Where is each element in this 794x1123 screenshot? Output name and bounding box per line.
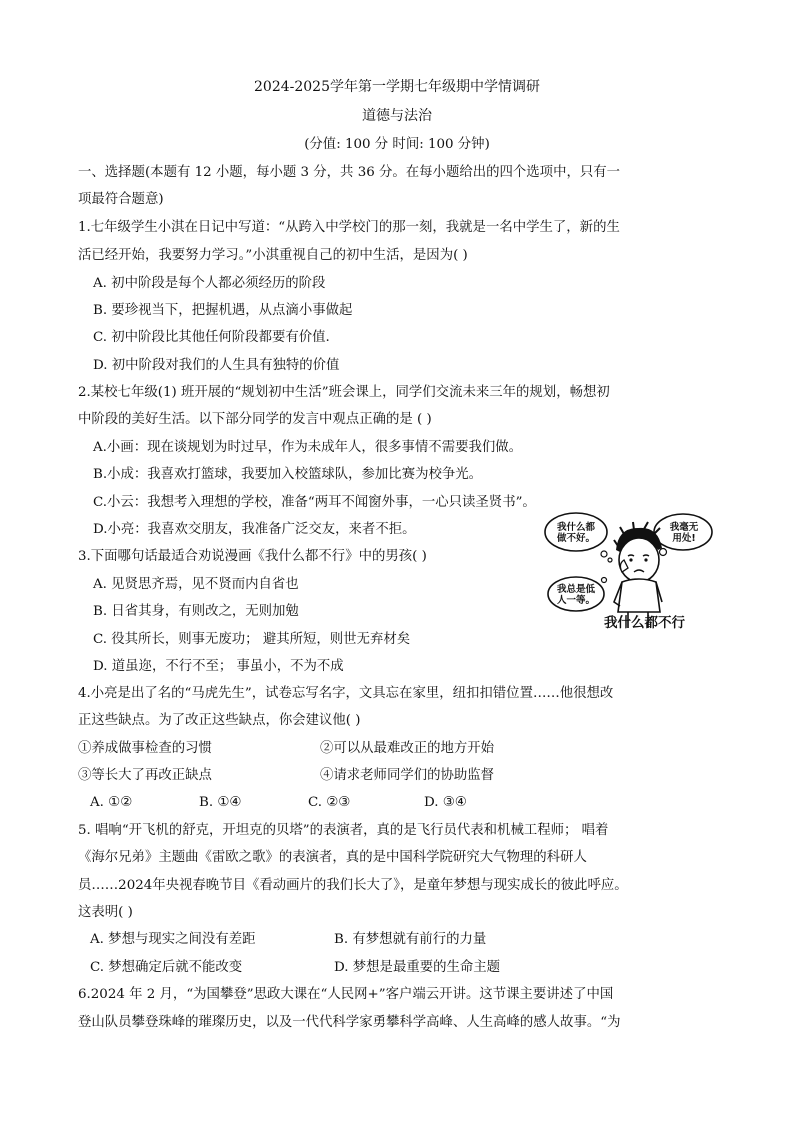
q1-option-a: A. 初中阶段是每个人都必须经历的阶段 bbox=[93, 276, 326, 291]
q4-item-2: ②可以从最难改正的地方开始 bbox=[320, 741, 495, 756]
subject-title: 道德与法治 bbox=[362, 108, 432, 124]
q1-option-c: C. 初中阶段比其他任何阶段都要有价值. bbox=[93, 330, 330, 345]
q5-option-b: B. 有梦想就有前行的力量 bbox=[334, 932, 487, 947]
section-instruction-line2: 项最符合题意) bbox=[78, 192, 164, 207]
comic-caption: 我什么都不行 bbox=[604, 615, 685, 631]
exam-meta: (分值: 100 分 时间: 100 分钟) bbox=[304, 137, 490, 152]
q4-item-3: ③等长大了再改正缺点 bbox=[78, 768, 212, 783]
q3-option-a: A. 见贤思齐焉，见不贤而内自省也 bbox=[93, 577, 299, 592]
q5-stem-line2: 《海尔兄弟》主题曲《雷欧之歌》的表演者，真的是中国科学院研究大气物理的科研人 bbox=[78, 850, 587, 865]
comic-bubble-left-line2: 做不好。 bbox=[556, 533, 595, 544]
q1-stem-line1: 1.七年级学生小淇在日记中写道：“从跨入中学校门的那一刻，我就是一名中学生了，新的生 bbox=[78, 220, 620, 235]
comic-bubble-right-line1: 我毫无 bbox=[669, 522, 699, 533]
q4-option-d: D. ③④ bbox=[424, 795, 467, 810]
q3-option-c: C. 役其所长，则事无废功； 避其所短，则世无弃材矣 bbox=[93, 632, 411, 647]
q5-stem-line3: 员……2024年央视春晚节目《看动画片的我们长大了》，是童年梦想与现实成长的彼此呼应。 bbox=[78, 878, 628, 893]
q2-option-c: C.小云：我想考入理想的学校，准备“两耳不闻窗外事，一心只读圣贤书”。 bbox=[93, 495, 536, 510]
q4-item-4: ④请求老师同学们的协助监督 bbox=[320, 768, 495, 783]
comic-bubble-left-line1: 我什么都 bbox=[556, 522, 595, 533]
q5-option-c: C. 梦想确定后就不能改变 bbox=[90, 960, 243, 975]
q1-option-b: B. 要珍视当下，把握机遇，从点滴小事做起 bbox=[93, 303, 353, 318]
q4-option-b: B. ①④ bbox=[199, 795, 242, 810]
q2-option-b: B.小成：我喜欢打篮球，我要加入校篮球队，参加比赛为校争光。 bbox=[93, 467, 483, 482]
q2-option-a: A.小画：现在谈规划为时过早，作为未成年人，很多事情不需要我们做。 bbox=[93, 440, 523, 455]
q5-stem-line4: 这表明( ) bbox=[78, 905, 133, 920]
exam-title: 2024-2025学年第一学期七年级期中学情调研 bbox=[254, 79, 540, 95]
q2-stem-line1: 2.某校七年级(1) 班开展的“规划初中生活”班会课上，同学们交流未来三年的规划，畅想初 bbox=[78, 385, 610, 400]
q5-stem-line1: 5. 唱响“开飞机的舒克，开坦克的贝塔”的表演者，真的是飞行员代表和机械工程师； 唱着 bbox=[78, 823, 609, 838]
q5-option-a: A. 梦想与现实之间没有差距 bbox=[90, 932, 256, 947]
comic-bubble-right-line2: 用处! bbox=[672, 533, 696, 544]
q4-item-1: ①养成做事检查的习惯 bbox=[78, 741, 212, 756]
q3-option-b: B. 日省其身，有则改之，无则加勉 bbox=[93, 604, 299, 619]
q4-option-a: A. ①② bbox=[90, 795, 133, 810]
q3-stem: 3.下面哪句话最适合劝说漫画《我什么都不行》中的男孩( ) bbox=[78, 549, 427, 564]
comic-bubble-bottom-line1: 我总是低 bbox=[556, 584, 595, 595]
comic-bubble-right bbox=[659, 522, 709, 544]
q2-stem-line2: 中阶段的美好生活。以下部分同学的发言中观点正确的是 ( ) bbox=[78, 412, 432, 427]
comic-bubble-bottom-line2: 人一等。 bbox=[556, 595, 595, 606]
q4-stem-line2: 正这些缺点。为了改正这些缺点，你会建议他( ) bbox=[78, 713, 361, 728]
comic-bubble-left bbox=[550, 522, 602, 544]
q4-option-c: C. ②③ bbox=[308, 795, 351, 810]
q2-option-d: D.小亮：我喜欢交朋友，我准备广泛交友，来者不拒。 bbox=[93, 522, 416, 537]
q6-stem-line1: 6.2024 年 2 月，“为国攀登”思政大课在“人民网+”客户端云开讲。这节课主要讲述了中国 bbox=[78, 987, 614, 1002]
q3-option-d: D. 道虽迩，不行不至； 事虽小，不为不成 bbox=[93, 659, 344, 674]
q6-stem-line2: 登山队员攀登珠峰的璀璨历史，以及一代代科学家勇攀科学高峰、人生高峰的感人故事。“为 bbox=[78, 1015, 621, 1030]
comic-bubble-bottom bbox=[551, 584, 601, 606]
q4-stem-line1: 4.小亮是出了名的“马虎先生”，试卷忘写名字，文具忘在家里，纽扣扣错位置……他很想改 bbox=[78, 686, 614, 701]
q1-stem-line2: 活已经开始，我要努力学习。”小淇重视自己的初中生活，是因为( ) bbox=[78, 248, 468, 263]
q5-option-d: D. 梦想是最重要的生命主题 bbox=[334, 960, 501, 975]
q1-option-d: D. 初中阶段对我们的人生具有独特的价值 bbox=[93, 358, 340, 373]
section-instruction-line1: 一、选择题(本题有 12 小题，每小题 3 分，共 36 分。在每小题给出的四个选项中，只有一 bbox=[78, 165, 621, 180]
